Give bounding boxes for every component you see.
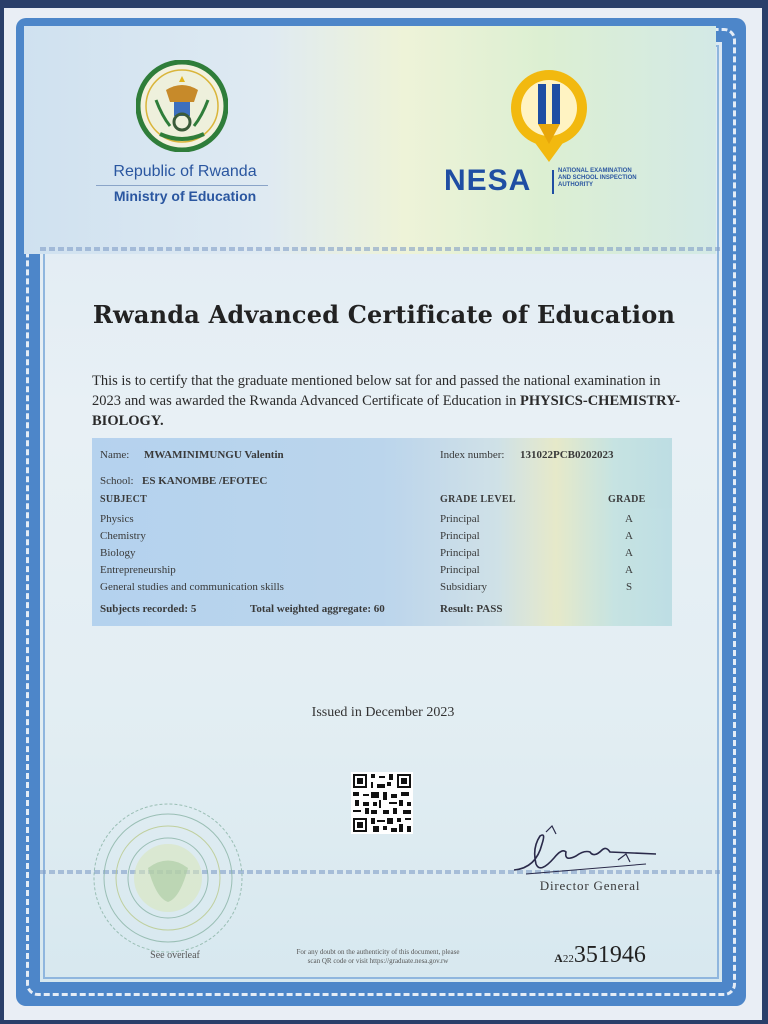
- index-label: Index number:: [440, 449, 505, 461]
- results-panel: [92, 438, 672, 626]
- header-security-band: [24, 26, 716, 254]
- nesa-wordmark: NESA: [444, 164, 532, 197]
- subject-combination: PHYSICS-CHEMISTRY-BIOLOGY.: [92, 393, 681, 429]
- result-status: Result: PASS: [440, 603, 503, 615]
- statement-text: This is to certify that the graduate mentioned below sat for and passed the national examination in 2023 and was awarded the Rwanda Advanced Certificate of Education in: [92, 373, 661, 409]
- subject-name: Physics: [100, 513, 134, 525]
- ministry-name: Ministry of Education: [113, 188, 257, 204]
- grade-level: Subsidiary: [440, 581, 488, 593]
- microprint-line-top: [40, 247, 720, 251]
- nesa-full-name-line: NATIONAL EXAMINATION: [558, 168, 632, 174]
- subject-name: Chemistry: [100, 530, 146, 542]
- see-overleaf-note: See overleaf: [150, 950, 200, 961]
- verification-qr-code[interactable]: [351, 772, 413, 834]
- certification-statement: [92, 371, 682, 431]
- nesa-pencil-logo: [502, 66, 596, 166]
- subjects-recorded: Subjects recorded: 5: [100, 603, 197, 615]
- subject-header: SUBJECT: [100, 494, 148, 505]
- nesa-full-name-line: AUTHORITY: [558, 182, 593, 188]
- security-seal-rosette: [88, 798, 248, 958]
- school-label: School:: [100, 475, 134, 487]
- grade-value: A: [625, 564, 633, 576]
- grade-level: Principal: [440, 547, 480, 559]
- subject-name: Biology: [100, 547, 136, 559]
- index-number: 131022PCB0202023: [520, 449, 614, 461]
- certificate-title: Rwanda Advanced Certificate of Education: [92, 300, 676, 329]
- name-label: Name:: [100, 449, 130, 461]
- authenticity-note: [248, 948, 508, 966]
- signatory-title: Director General: [539, 878, 641, 893]
- grade-value: A: [625, 513, 633, 525]
- serial-small: 22: [562, 953, 574, 965]
- subject-name: Entrepreneurship: [100, 564, 176, 576]
- nesa-full-name-line: AND SCHOOL INSPECTION: [558, 175, 637, 181]
- authenticity-url-line[interactable]: scan QR code or visit https://graduate.nesa.gov.rw: [307, 957, 449, 965]
- candidate-name: MWAMINIMUNGU Valentin: [144, 449, 284, 461]
- grade-value: A: [625, 530, 633, 542]
- subject-name: General studies and communication skills: [100, 581, 284, 593]
- nesa-divider: [552, 170, 554, 194]
- serial-digits: 351946: [573, 942, 646, 968]
- authenticity-line: For any doubt on the authenticity of this document, please: [296, 948, 460, 956]
- header-divider: [96, 185, 268, 186]
- director-signature: [506, 824, 666, 880]
- grade-level-header: GRADE LEVEL: [440, 494, 516, 505]
- school-name: ES KANOMBE /EFOTEC: [142, 475, 268, 487]
- grade-level: Principal: [440, 530, 480, 542]
- total-aggregate: Total weighted aggregate: 60: [250, 603, 385, 615]
- nesa-full-name: [558, 168, 678, 189]
- issue-date: Issued in December 2023: [311, 705, 455, 720]
- serial-prefix: A: [554, 951, 563, 965]
- grade-level: Principal: [440, 513, 480, 525]
- grade-level: Principal: [440, 564, 480, 576]
- grade-header: GRADE: [608, 494, 646, 505]
- rwanda-coat-of-arms-emblem: [136, 60, 228, 152]
- grade-value: S: [626, 581, 633, 593]
- grade-value: A: [625, 547, 633, 559]
- government-name: Republic of Rwanda: [113, 163, 257, 180]
- serial-number: [520, 942, 680, 969]
